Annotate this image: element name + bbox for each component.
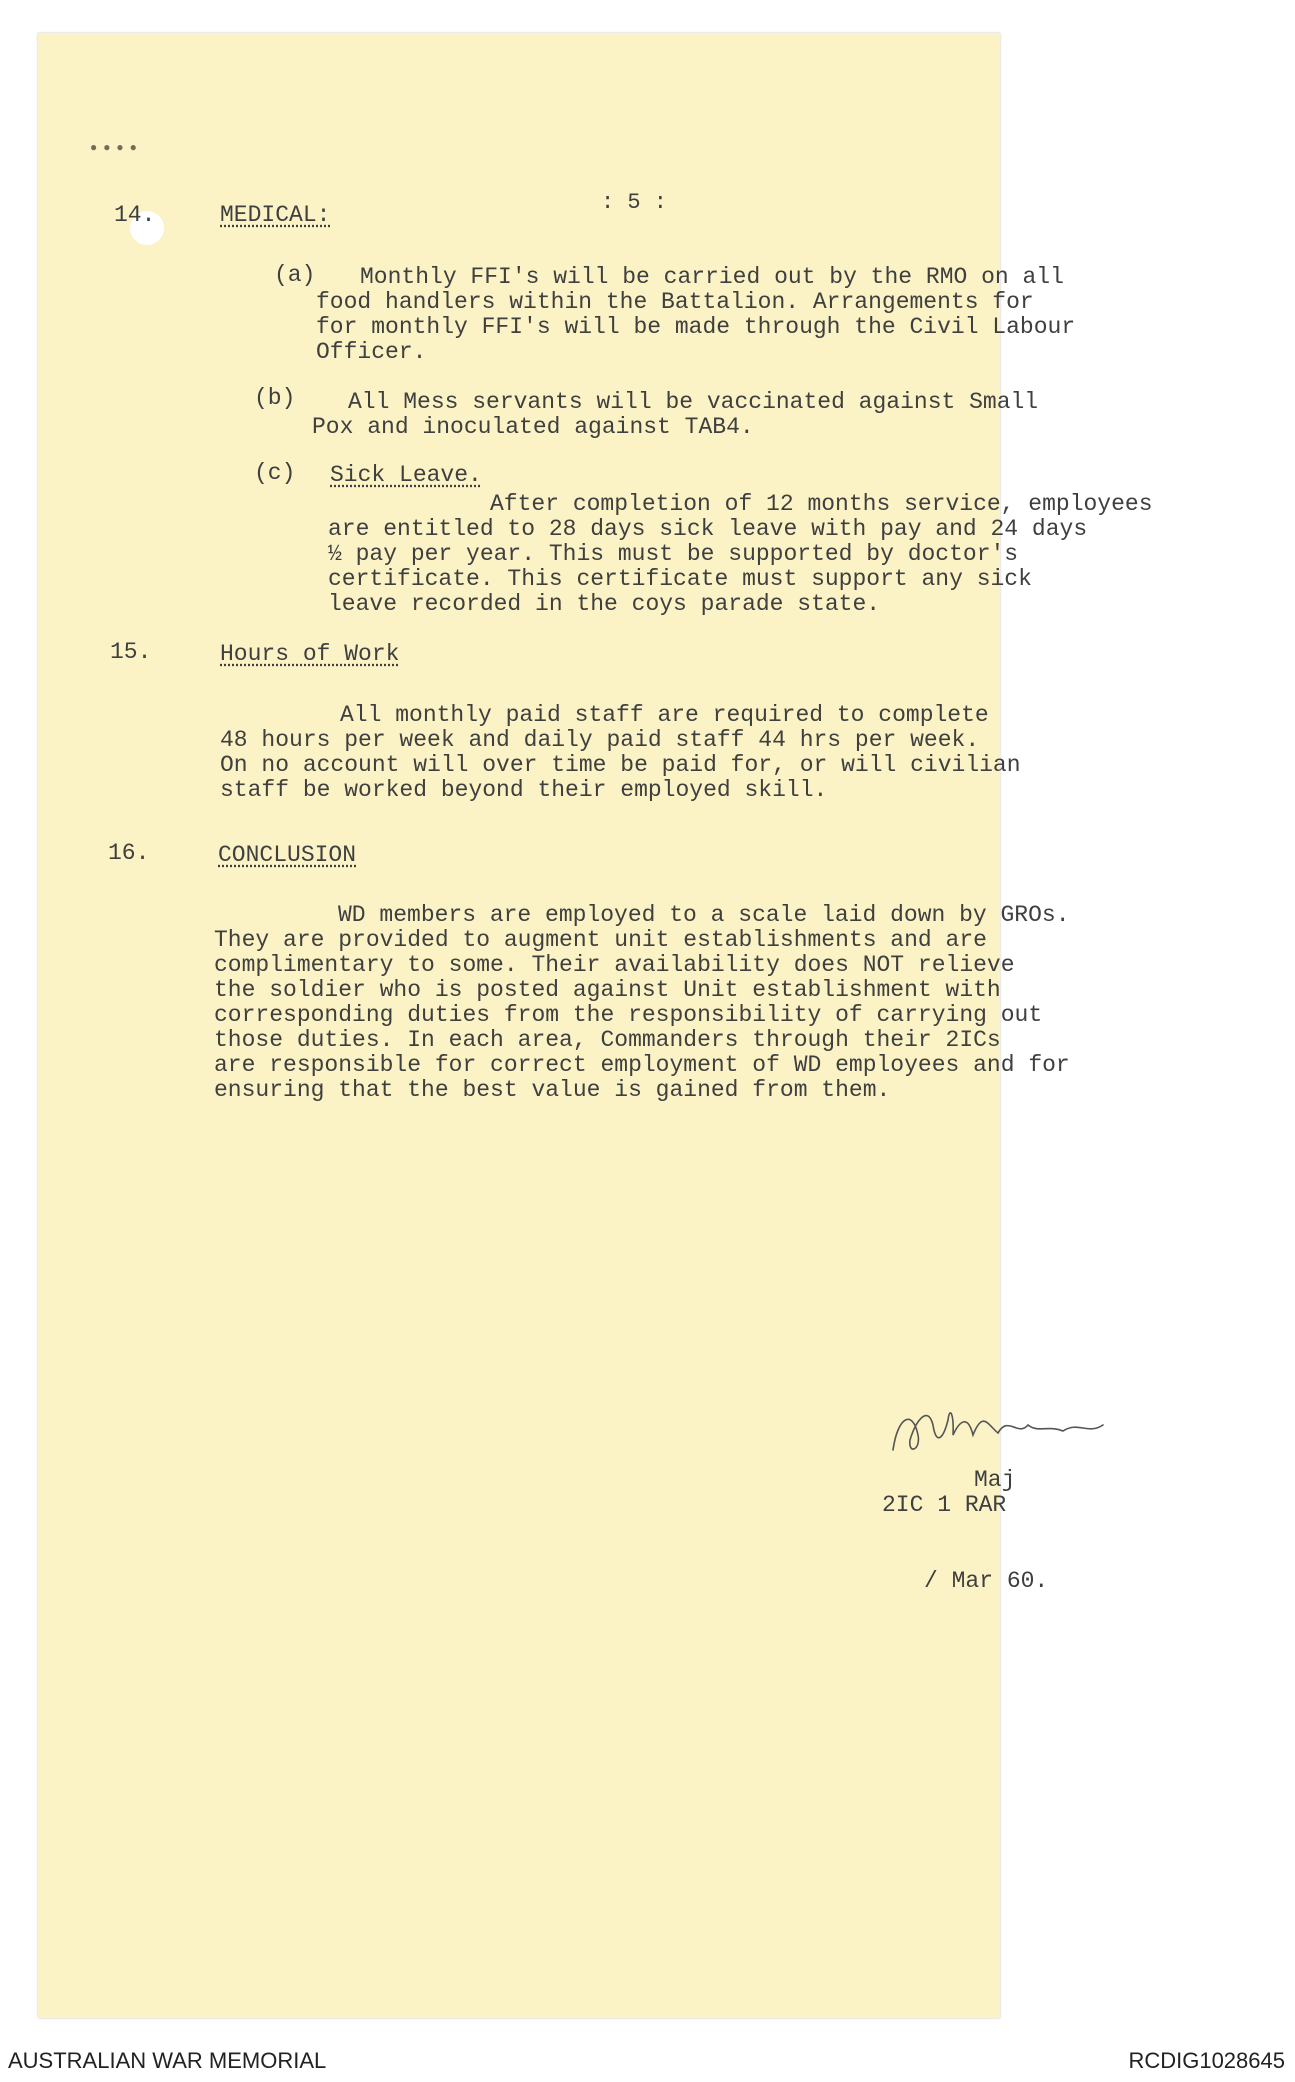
staple-marks: ●●●●: [90, 141, 143, 155]
signature-rank: Maj: [974, 1467, 1016, 1493]
section-16-line-6: those duties. In each area, Commanders through their 2ICs: [214, 1027, 1001, 1053]
item-c-line-4: certificate. This certificate must support any sick: [328, 566, 1032, 592]
item-a-marker: (a): [274, 262, 316, 288]
footer-record-id: RCDIG1028645: [1128, 2048, 1285, 2073]
section-14-heading: MEDICAL:: [220, 202, 331, 228]
item-c-heading: Sick Leave.: [330, 462, 482, 488]
handwritten-signature: [888, 1395, 1128, 1465]
item-a-line-4: Officer.: [316, 339, 427, 365]
item-a-line-1: Monthly FFI's will be carried out by the RMO on all: [360, 264, 1064, 290]
section-16-line-7: are responsible for correct employment of WD employees and for: [214, 1052, 1070, 1078]
section-15-line-2: 48 hours per week and daily paid staff 44 hrs per week.: [220, 727, 980, 753]
footer-source: AUSTRALIAN WAR MEMORIAL: [8, 2048, 327, 2073]
section-16-heading: CONCLUSION: [218, 842, 357, 868]
section-15-line-3: On no account will over time be paid for, or will civilian: [220, 752, 1021, 778]
section-15-number: 15.: [110, 639, 152, 665]
item-c-line-3: ½ pay per year. This must be supported by doctor's: [328, 541, 1019, 567]
section-14-number: 14.: [114, 202, 156, 228]
section-16-number: 16.: [108, 840, 150, 866]
section-16-line-8: ensuring that the best value is gained from them.: [214, 1077, 891, 1103]
item-c-line-5: leave recorded in the coys parade state.: [328, 591, 881, 617]
item-b-line-2: Pox and inoculated against TAB4.: [312, 414, 754, 440]
section-16-line-1: WD members are employed to a scale laid down by GROs.: [338, 902, 1070, 928]
section-15-line-1: All monthly paid staff are required to complete: [340, 702, 989, 728]
section-15-line-4: staff be worked beyond their employed skill.: [220, 777, 828, 803]
section-15-heading: Hours of Work: [220, 641, 400, 667]
item-c-marker: (c): [254, 460, 296, 486]
item-c-line-2: are entitled to 28 days sick leave with pay and 24 days: [328, 516, 1088, 542]
section-16-line-3: complimentary to some. Their availability does NOT relieve: [214, 952, 1015, 978]
signature-date: / Mar 60.: [924, 1568, 1049, 1594]
page-number: : 5 :: [601, 190, 668, 215]
item-a-line-3: for monthly FFI's will be made through the Civil Labour: [316, 314, 1076, 340]
section-16-line-2: They are provided to augment unit establishments and are: [214, 927, 987, 953]
section-16-line-5: corresponding duties from the responsibility of carrying out: [214, 1002, 1043, 1028]
item-b-marker: (b): [254, 385, 296, 411]
item-c-line-1: After completion of 12 months service, employees: [490, 491, 1153, 517]
item-b-line-1: All Mess servants will be vaccinated against Small: [348, 389, 1039, 415]
document-page: [38, 33, 1153, 2018]
section-16-line-4: the soldier who is posted against Unit establishment with: [214, 977, 1001, 1003]
signature-appointment: 2IC 1 RAR: [882, 1492, 1007, 1518]
item-a-line-2: food handlers within the Battalion. Arrangements for: [316, 289, 1034, 315]
